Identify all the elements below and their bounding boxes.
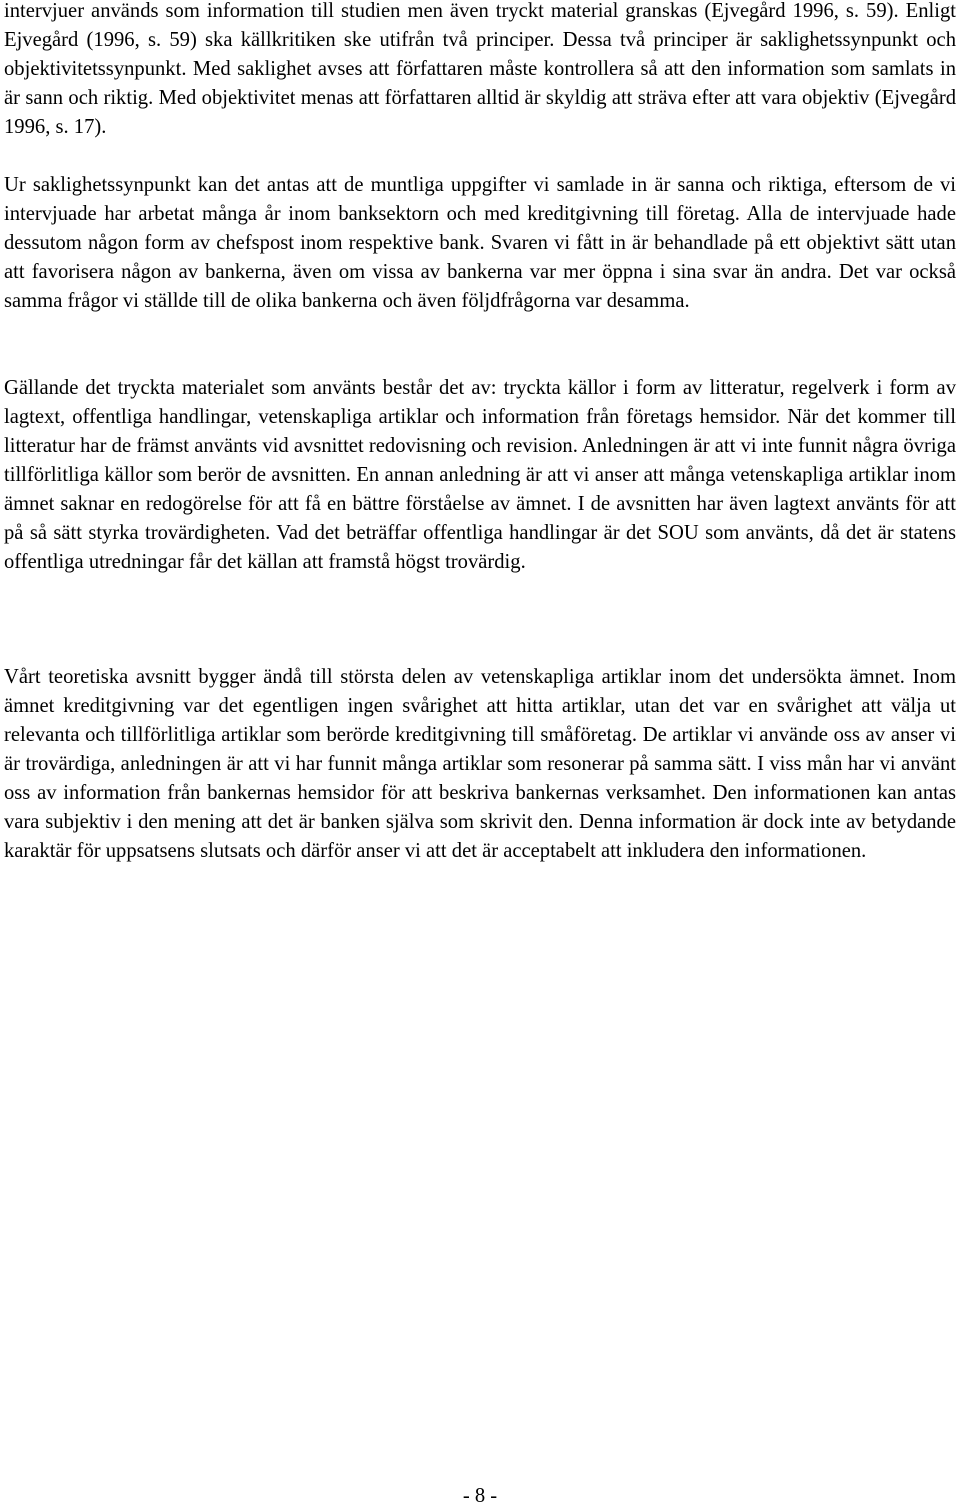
paragraph-theoretical-section: Vårt teoretiska avsnitt bygger ändå till största delen av vetenskapliga artiklar inom det undersökta ämnet. Inom ämnet kreditgivning var det egentligen ingen svårighet att hitta artiklar, utan det var en svårighet att välja ut relevanta och tillförlitliga artiklar som berörde kreditgivning till småföretag. De artiklar vi använde oss av anser vi är trovärdiga, anledningen är att vi har funnit många artiklar som resonerar på samma sätt. I viss mån har vi använt oss av information från bankernas hemsidor för att beskriva bankernas verksamhet. Den informationen kan antas vara subjektiv i den mening att det är banken själva som skrivit den. Denna information är dock inte av betydande karaktär för uppsatsens slutsats och därför anser vi att det är acceptabelt att inkludera den informationen. — [4, 666, 956, 862]
paragraph-source-criticism: intervjuer används som information till studien men även tryckt material granskas (Ejvegård 1996, s. 59). Enligt Ejvegård (1996, s. 59) ska källkritiken ske utifrån två principer. Dessa två principer är saklighetssynpunkt och objektivitetssynpunkt. Med saklighet avses att författaren måste kontrollera så att den information som samlats in är sann och riktig. Med objektivitet menas att författaren alltid är skyldig att sträva efter att vara objektiv (Ejvegård 1996, s. 17). — [4, 0, 956, 138]
page-number: - 8 - — [462, 1485, 498, 1507]
paragraph-printed-material: Gällande det tryckta materialet som använts består det av: tryckta källor i form av litteratur, regelverk i form av lagtext, offentliga handlingar, vetenskapliga artiklar och information från företags hemsidor. När det kommer till litteratur har de främst använts vid avsnittet redovisning och revision. Anledningen är att vi inte funnit några övriga tillförlitliga källor som berör de avsnitten. En annan anledning är att vi anser att många vetenskapliga artiklar inom ämnet saknar en redogörelse för att få en bättre förståelse av ämnet. I de avsnitten har även lagtext använts för att på så sätt styrka trovärdigheten. Vad det beträffar offentliga handlingar är det SOU som använts, då det är statens offentliga utredningar får det källan att framstå högst trovärdig. — [4, 377, 956, 573]
paragraph-factual-viewpoint: Ur saklighetssynpunkt kan det antas att de muntliga uppgifter vi samlade in är sanna och riktiga, eftersom de vi intervjuade har arbetat många år inom banksektorn och med kreditgivning till företag. Alla de intervjuade hade dessutom någon form av chefspost inom respektive bank. Svaren vi fått in är behandlade på ett objektivt sätt utan att favorisera någon av bankerna, även om vissa av bankerna var mer öppna i sina svar än andra. Det var också samma frågor vi ställde till de olika bankerna och även följdfrågorna var desamma. — [4, 174, 956, 312]
